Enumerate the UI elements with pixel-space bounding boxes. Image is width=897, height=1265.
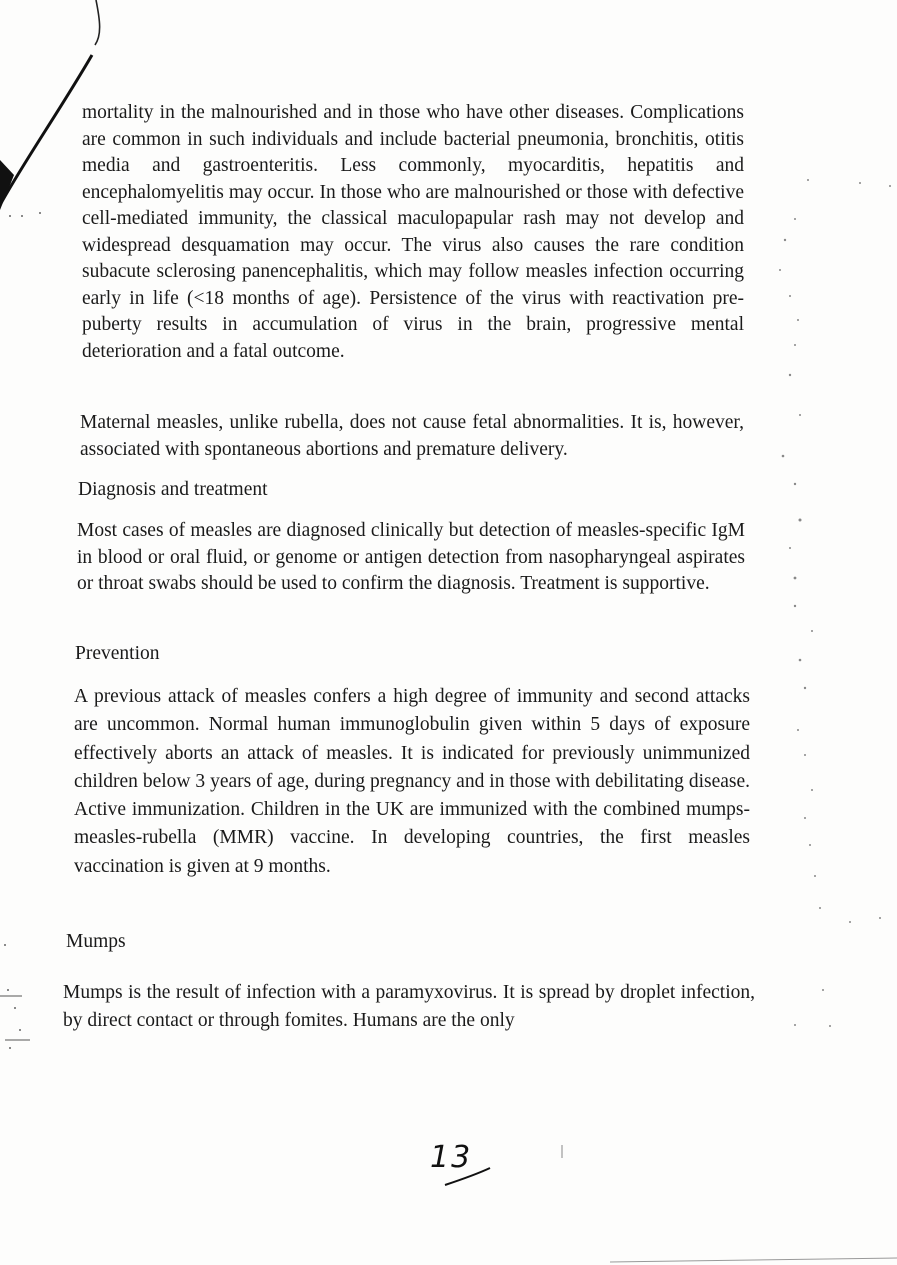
paragraph-mumps: Mumps is the result of infection with a paramyxovirus. It is spread by droplet infection, by direct contact or through fomites. Humans are the only — [63, 982, 755, 1031]
page-number: 13 — [430, 1140, 473, 1175]
heading-mumps: Mumps — [66, 931, 126, 952]
paragraph-measles-complications: mortality in the malnourished and in those who have other diseases. Complications are common in such individuals and include bacterial pneumonia, bronchitis, otitis media and gastroenteritis. Less commonly, myocarditis, hepatitis and encephalomyelitis may occur. In those who are malnourished or those with defective cell-mediated immunity, the classical maculopapular rash may not develop and widespread desquamation may occur. The virus also causes the rare condition subacute sclerosing panencephalitis, which may follow measles infection occurring early in life (<18 months of age). Persistence of the virus with reactivation pre-puberty results in accumulation of virus in the brain, progressive mental deterioration and a fatal outcome. — [82, 102, 744, 362]
paragraph-diagnosis: Most cases of measles are diagnosed clinically but detection of measles-specific IgM in blood or oral fluid, or genome or antigen detection from nasopharyngeal aspirates or throat swabs should be used to confirm the diagnosis. Treatment is supportive. — [77, 520, 745, 594]
heading-diagnosis-and-treatment: Diagnosis and treatment — [78, 479, 268, 500]
paragraph-maternal-measles: Maternal measles, unlike rubella, does not cause fetal abnormalities. It is, however, associated with spontaneous abortions and premature delivery. — [80, 412, 744, 460]
paragraph-prevention: A previous attack of measles confers a high degree of immunity and second attacks are uncommon. Normal human immunoglobulin given within 5 days of exposure effectively aborts an attack of measles. It is indicated for previously unimmunized children below 3 years of age, during pregnancy and in those with debilitating disease. Active immunization. Children in the UK are immunized with the combined mumps-measles-rubella (MMR) vaccine. In developing countries, the first measles vaccination is given at 9 months. — [74, 686, 750, 877]
heading-prevention: Prevention — [75, 643, 160, 664]
